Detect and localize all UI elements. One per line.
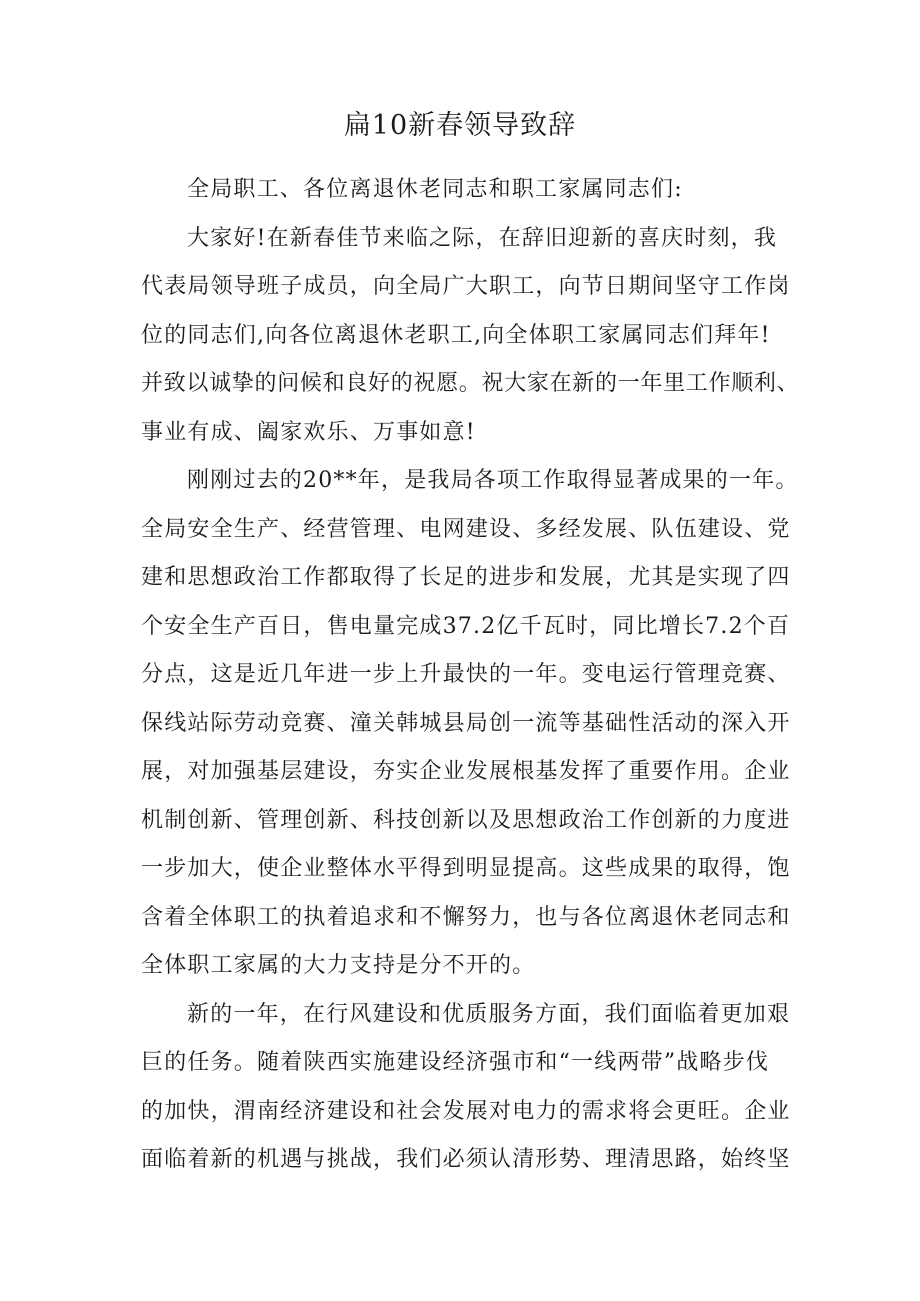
text-line: 一步加大，使企业整体水平得到明显提高。这些成果的取得，饱 [141,856,791,881]
text-line: 事业有成、阖家欢乐、万事如意! [141,419,476,445]
text-line: 个安全生产百日，售电量完成37.2亿千瓦时，同比增长7.2个百 [141,613,791,639]
text-line: 大家好!在新春佳节来临之际，在辞旧迎新的喜庆时刻，我 [187,225,778,251]
text-line: 分点，这是近几年进一步上升最快的一年。变电运行管理竞赛、 [141,662,791,687]
text-line: 保线站际劳动竞赛、潼关韩城县局创一流等基础性活动的深入开 [141,710,791,736]
text-line: 面临着新的机遇与挑战，我们必须认清形势、理清思路，始终坚 [141,1147,791,1172]
text-line: 全局职工、各位离退休老同志和职工家属同志们: [187,177,683,202]
text-line: 展，对加强基层建设，夯实企业发展根基发挥了重要作用。企业 [141,759,791,784]
document-title: 扁10新春领导致辞 [343,110,577,141]
text-line: 位的同志们,向各位离退休老职工,向全体职工家属同志们拜年! [141,322,771,348]
text-line: 全局安全生产、经营管理、电网建设、多经发展、队伍建设、党 [141,516,791,542]
text-line: 机制创新、管理创新、科技创新以及思想政治工作创新的力度进 [141,807,791,833]
text-line: 建和思想政治工作都取得了长足的进步和发展，尤其是实现了四 [141,565,791,590]
text-line: 含着全体职工的执着追求和不懈努力，也与各位离退休老同志和 [141,904,791,930]
text-line: 全体职工家属的大力支持是分不开的。 [141,953,536,978]
text-line: 并致以诚挚的问候和良好的祝愿。祝大家在新的一年里工作顺利、 [141,371,800,396]
document-body [141,166,801,1185]
text-line: 巨的任务。随着陕西实施建设经济强市和“一线两带”战略步伐 [141,1050,770,1075]
text-line: 新的一年，在行风建设和优质服务方面，我们面临着更加艰 [187,1001,791,1027]
text-line: 的加快，渭南经济建设和社会发展对电力的需求将会更旺。企业 [141,1098,791,1124]
text-line: 刚刚过去的20**年，是我局各项工作取得显著成果的一年。 [187,468,799,493]
text-line: 代表局领导班子成员，向全局广大职工，向节日期间坚守工作岗 [141,274,791,299]
